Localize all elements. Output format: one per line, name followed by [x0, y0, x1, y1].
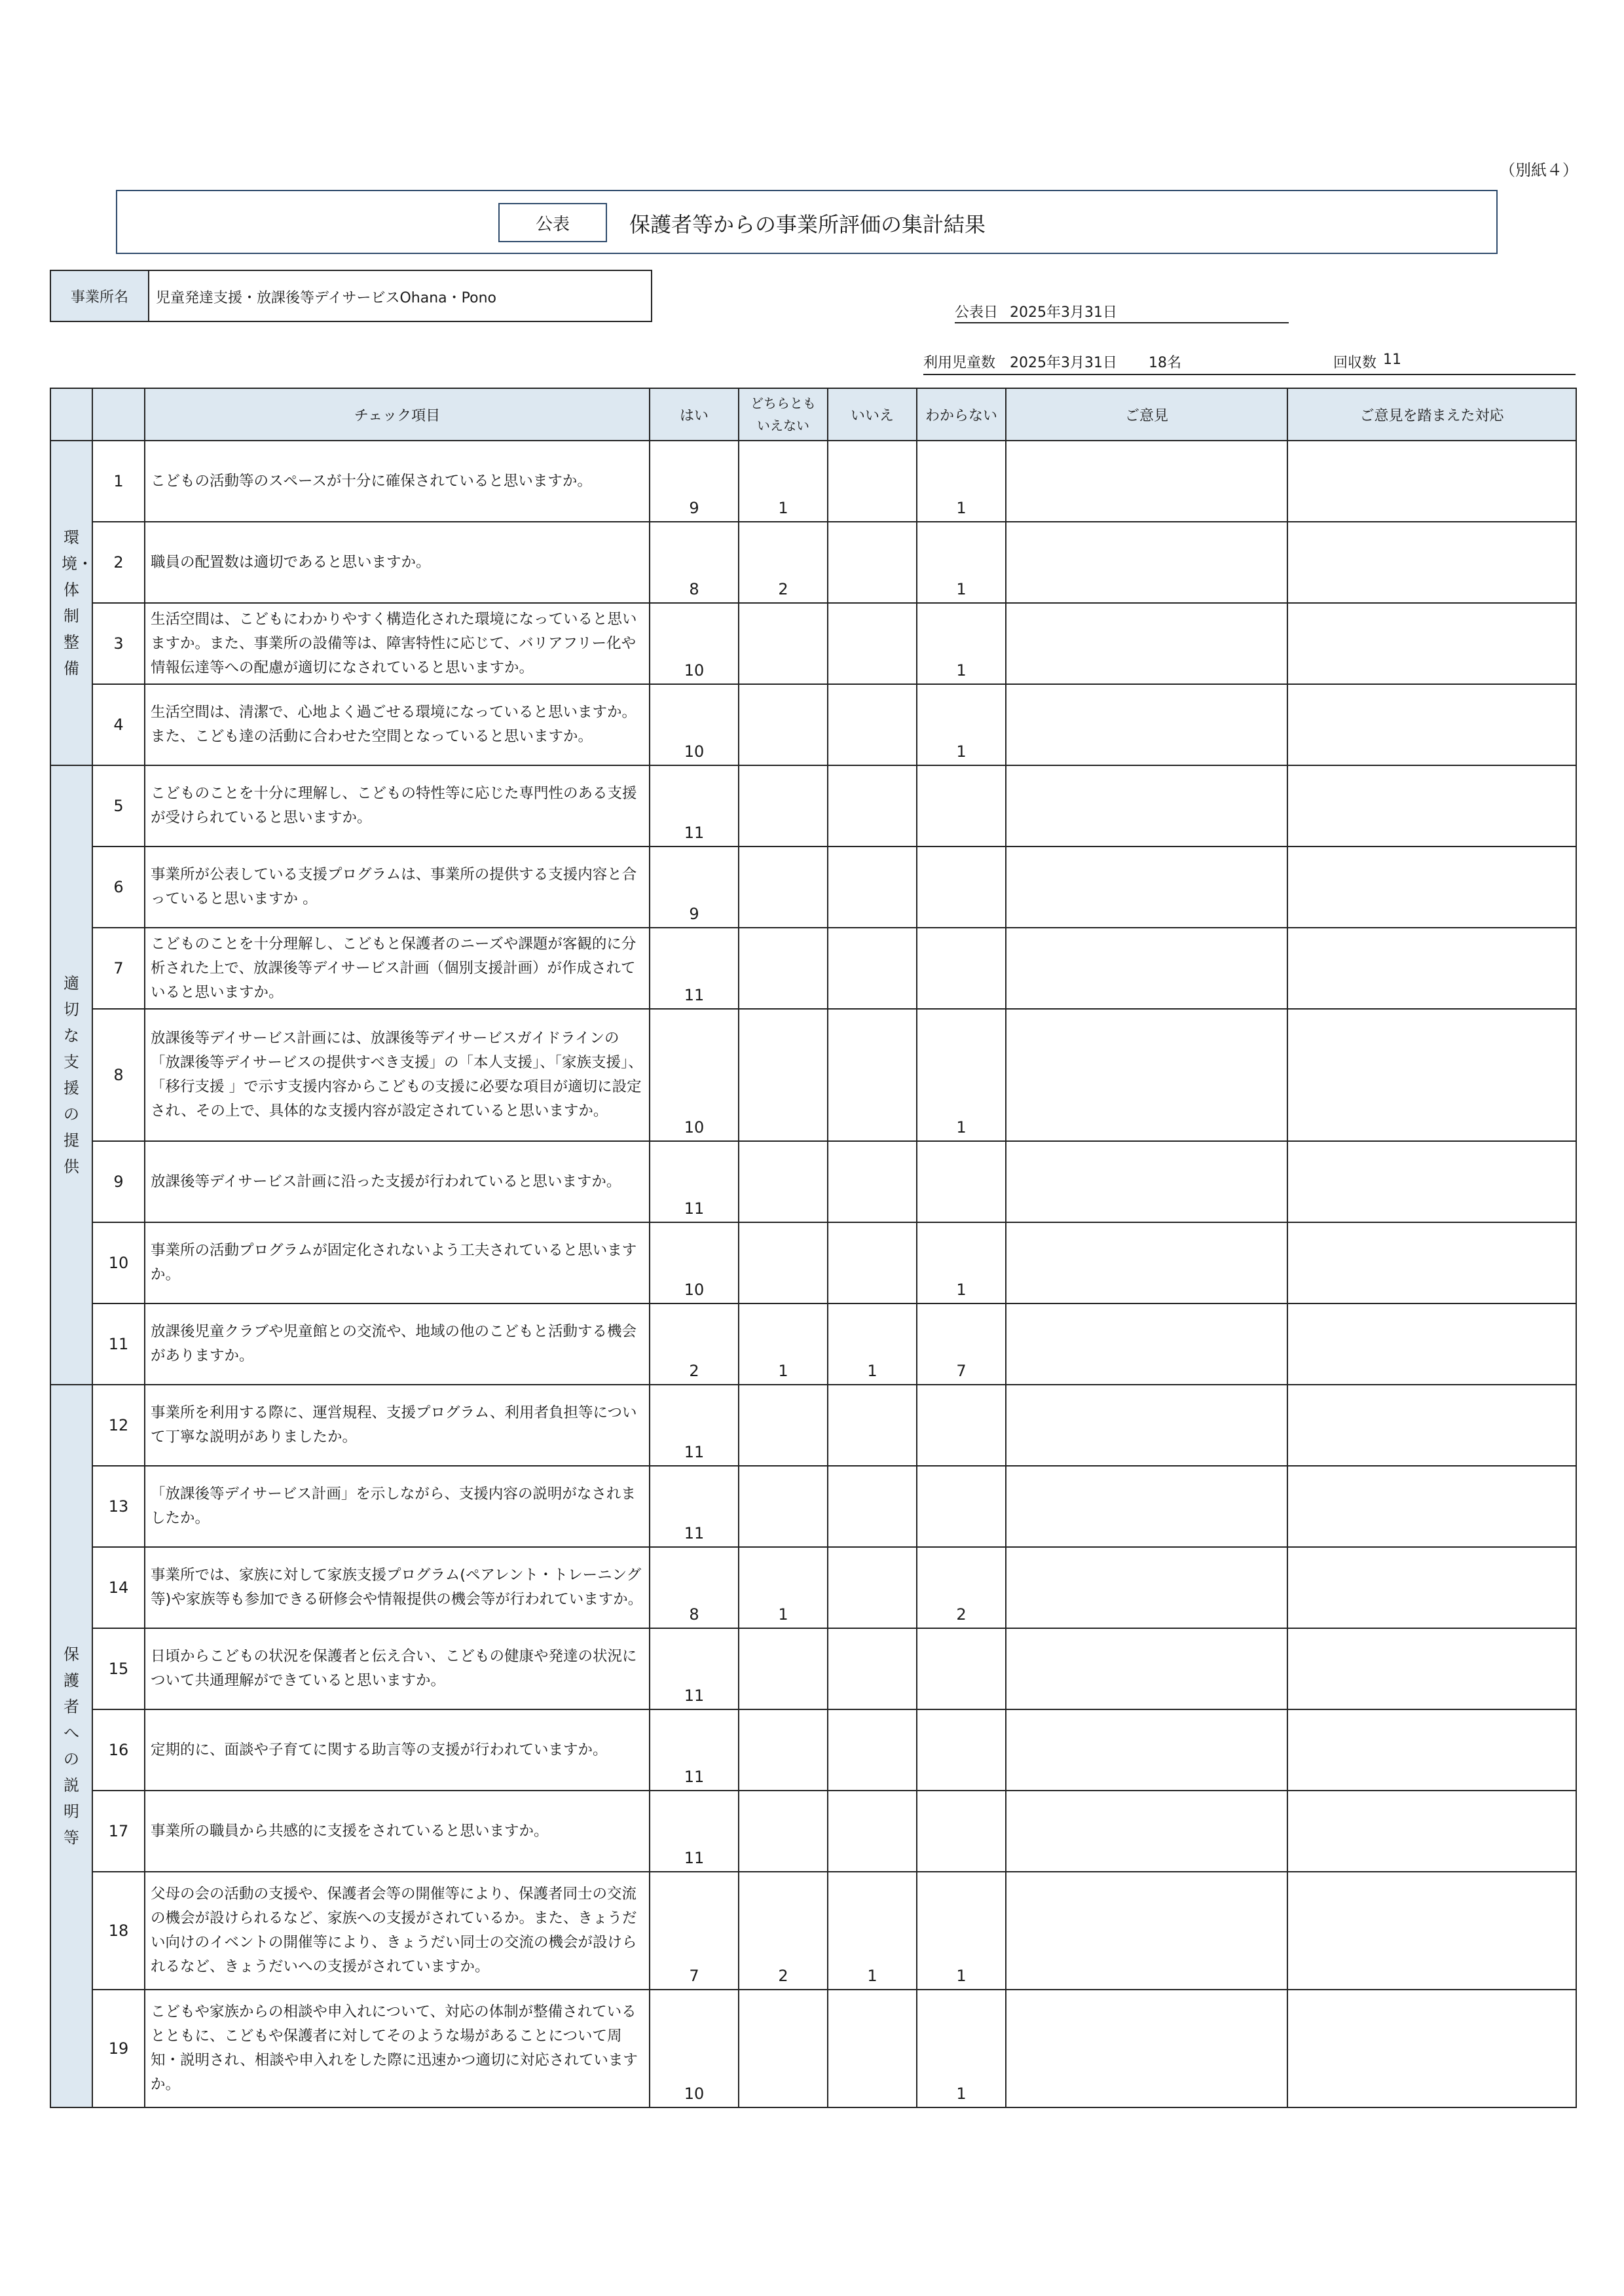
count-no: [828, 1990, 917, 2107]
count-yes: 10: [650, 1990, 739, 2107]
table-body: [50, 441, 1576, 2107]
count-unknown: 1: [917, 603, 1006, 684]
header-number: [92, 388, 145, 441]
count-yes: 7: [650, 1872, 739, 1990]
item-text: 生活空間は、こどもにわかりやすく構造化された環境になっていると思いますか。また、事業所の設備等は、障害特性に応じて、バリアフリー化や情報伝達等への配慮が適切になされていると思いますか。: [145, 603, 650, 684]
count-neither: [739, 1791, 828, 1872]
table-row: [50, 1547, 1576, 1628]
count-no: [828, 1709, 917, 1791]
count-yes: 10: [650, 1222, 739, 1303]
response-cell: [1287, 684, 1576, 765]
count-yes: 11: [650, 1709, 739, 1791]
item-number: 16: [92, 1709, 145, 1791]
opinion-cell: [1006, 1466, 1287, 1547]
count-unknown: 1: [917, 522, 1006, 603]
item-number: 5: [92, 765, 145, 847]
table-row: [50, 1385, 1576, 1466]
count-neither: [739, 1709, 828, 1791]
title-box: [116, 190, 1498, 254]
item-number: 6: [92, 847, 145, 928]
item-text: 事業所では、家族に対して家族支援プログラム(ペアレント・トレーニング等)や家族等も参加できる研修会や情報提供の機会等が行われていますか。: [145, 1547, 650, 1628]
response-cell: [1287, 603, 1576, 684]
count-yes: 10: [650, 684, 739, 765]
count-yes: 11: [650, 1141, 739, 1222]
item-number: 11: [92, 1303, 145, 1385]
count-unknown: 1: [917, 1990, 1006, 2107]
category-label-text: 適切な支援の提供: [64, 974, 79, 1176]
header-yes: はい: [650, 388, 739, 441]
item-text: 日頃からこどもの状況を保護者と伝え合い、こどもの健康や発達の状況について共通理解ができていると思いますか。: [145, 1628, 650, 1709]
count-neither: [739, 928, 828, 1009]
item-text: 放課後児童クラブや児童館との交流や、地域の他のこどもと活動する機会がありますか。: [145, 1303, 650, 1385]
count-no: [828, 765, 917, 847]
publish-label: 公表: [498, 203, 607, 242]
count-yes: 11: [650, 928, 739, 1009]
count-no: [828, 1628, 917, 1709]
table-row: [50, 1628, 1576, 1709]
count-yes: 10: [650, 1009, 739, 1141]
item-text: 定期的に、面談や子育てに関する助言等の支援が行われていますか。: [145, 1709, 650, 1791]
header-no: いいえ: [828, 388, 917, 441]
response-cell: [1287, 1791, 1576, 1872]
count-neither: [739, 684, 828, 765]
count-neither: [739, 1141, 828, 1222]
category-label: [50, 441, 92, 765]
count-unknown: [917, 847, 1006, 928]
item-number: 17: [92, 1791, 145, 1872]
category-label-text: 環境・体制整備: [62, 528, 93, 678]
count-no: [828, 522, 917, 603]
response-cell: [1287, 1009, 1576, 1141]
count-no: [828, 1222, 917, 1303]
count-neither: 1: [739, 441, 828, 522]
category-label: [50, 1385, 92, 2107]
item-number: 7: [92, 928, 145, 1009]
category-label-text: 保護者への説明等: [64, 1645, 79, 1847]
response-cell: [1287, 1547, 1576, 1628]
table-row: [50, 1791, 1576, 1872]
count-unknown: [917, 1709, 1006, 1791]
response-cell: [1287, 1628, 1576, 1709]
count-neither: [739, 765, 828, 847]
opinion-cell: [1006, 522, 1287, 603]
count-neither: [739, 1222, 828, 1303]
count-unknown: 2: [917, 1547, 1006, 1628]
response-cell: [1287, 1141, 1576, 1222]
count-unknown: 1: [917, 1872, 1006, 1990]
opinion-cell: [1006, 1990, 1287, 2107]
count-neither: [739, 603, 828, 684]
response-cell: [1287, 522, 1576, 603]
header-response: ご意見を踏まえた対応: [1287, 388, 1576, 441]
item-number: 12: [92, 1385, 145, 1466]
response-cell: [1287, 1709, 1576, 1791]
count-neither: 1: [739, 1303, 828, 1385]
count-no: [828, 928, 917, 1009]
header-category: [50, 388, 92, 441]
count-unknown: [917, 1466, 1006, 1547]
item-number: 9: [92, 1141, 145, 1222]
item-number: 1: [92, 441, 145, 522]
table-row: [50, 847, 1576, 928]
count-unknown: [917, 928, 1006, 1009]
item-text: 放課後等デイサービス計画に沿った支援が行われていると思いますか。: [145, 1141, 650, 1222]
count-unknown: [917, 765, 1006, 847]
count-yes: 11: [650, 1466, 739, 1547]
item-text: 事業所の職員から共感的に支援をされていると思いますか。: [145, 1791, 650, 1872]
response-cell: [1287, 765, 1576, 847]
table-row: [50, 928, 1576, 1009]
users-row: [923, 350, 1576, 375]
item-text: 放課後等デイサービス計画には、放課後等デイサービスガイドラインの「放課後等デイサービスの提供すべき支援」の「本人支援」、「家族支援」、「移行支援 」で示す支援内容からこどもの支援に必要な項目が適切に設定され、その上で、具体的な支援内容が設定されていると思いますか。: [145, 1009, 650, 1141]
item-number: 18: [92, 1872, 145, 1990]
responses-label: 回収数: [1333, 355, 1377, 371]
count-neither: [739, 1990, 828, 2107]
page-title: 保護者等からの事業所評価の集計結果: [629, 212, 986, 237]
count-no: [828, 1791, 917, 1872]
opinion-cell: [1006, 928, 1287, 1009]
count-no: [828, 1141, 917, 1222]
count-yes: 11: [650, 1628, 739, 1709]
response-cell: [1287, 1872, 1576, 1990]
count-neither: [739, 1628, 828, 1709]
header-unknown: わからない: [917, 388, 1006, 441]
item-text: 「放課後等デイサービス計画」を示しながら、支援内容の説明がなされましたか。: [145, 1466, 650, 1547]
opinion-cell: [1006, 441, 1287, 522]
table-row: [50, 765, 1576, 847]
item-text: 生活空間は、清潔で、心地よく過ごせる環境になっていると思いますか。また、こども達の活動に合わせた空間となっていると思いますか。: [145, 684, 650, 765]
response-cell: [1287, 1990, 1576, 2107]
item-number: 2: [92, 522, 145, 603]
response-cell: [1287, 1222, 1576, 1303]
response-cell: [1287, 1303, 1576, 1385]
table-row: [50, 1990, 1576, 2107]
users-date: 2025年3月31日: [1010, 355, 1117, 371]
opinion-cell: [1006, 1009, 1287, 1141]
table-row: [50, 1303, 1576, 1385]
table-row: [50, 1709, 1576, 1791]
response-cell: [1287, 847, 1576, 928]
opinion-cell: [1006, 1141, 1287, 1222]
count-no: [828, 1009, 917, 1141]
count-yes: 8: [650, 522, 739, 603]
opinion-cell: [1006, 847, 1287, 928]
response-cell: [1287, 1466, 1576, 1547]
item-text: 事業所の活動プログラムが固定化されないよう工夫されていると思いますか。: [145, 1222, 650, 1303]
table-row: [50, 603, 1576, 684]
count-neither: 2: [739, 1872, 828, 1990]
item-number: 10: [92, 1222, 145, 1303]
item-number: 4: [92, 684, 145, 765]
publication-date: 2025年3月31日: [1010, 304, 1117, 321]
table-row: [50, 441, 1576, 522]
count-unknown: 1: [917, 684, 1006, 765]
opinion-cell: [1006, 1872, 1287, 1990]
count-neither: 1: [739, 1547, 828, 1628]
item-text: 父母の会の活動の支援や、保護者会等の開催等により、保護者同士の交流の機会が設けられるなど、家族への支援がされているか。また、きょうだい向けのイベントの開催等により、きょうだい同士の交流の機会が設けられるなど、きょうだいへの支援がされていますか。: [145, 1872, 650, 1990]
publication-date-row: [955, 300, 1289, 323]
table-row: [50, 522, 1576, 603]
item-text: こどものことを十分理解し、こどもと保護者のニーズや課題が客観的に分析された上で、放課後等デイサービス計画（個別支援計画）が作成されていると思いますか。: [145, 928, 650, 1009]
item-text: 職員の配置数は適切であると思いますか。: [145, 522, 650, 603]
count-neither: [739, 1385, 828, 1466]
count-no: 1: [828, 1872, 917, 1990]
opinion-cell: [1006, 765, 1287, 847]
count-yes: 11: [650, 1791, 739, 1872]
table-row: [50, 684, 1576, 765]
table-row: [50, 1872, 1576, 1990]
count-unknown: [917, 1141, 1006, 1222]
responses-count: 11: [1383, 352, 1401, 368]
count-no: [828, 847, 917, 928]
count-no: [828, 603, 917, 684]
count-unknown: 7: [917, 1303, 1006, 1385]
table-row: [50, 1222, 1576, 1303]
table-row: [50, 1141, 1576, 1222]
evaluation-table: [50, 388, 1577, 2108]
count-unknown: [917, 1385, 1006, 1466]
item-text: 事業所が公表している支援プログラムは、事業所の提供する支援内容と合っていると思いますか 。: [145, 847, 650, 928]
opinion-cell: [1006, 1709, 1287, 1791]
count-no: [828, 1547, 917, 1628]
response-cell: [1287, 928, 1576, 1009]
count-unknown: [917, 1628, 1006, 1709]
users-count: 18名: [1149, 355, 1181, 371]
count-unknown: 1: [917, 1009, 1006, 1141]
header-opinion: ご意見: [1006, 388, 1287, 441]
count-yes: 11: [650, 765, 739, 847]
response-cell: [1287, 1385, 1576, 1466]
item-text: こどもの活動等のスペースが十分に確保されていると思いますか。: [145, 441, 650, 522]
office-name: 児童発達支援・放課後等デイサービスOhana・Pono: [156, 290, 496, 306]
count-unknown: 1: [917, 441, 1006, 522]
item-text: 事業所を利用する際に、運営規程、支援プログラム、利用者負担等について丁寧な説明がありましたか。: [145, 1385, 650, 1466]
opinion-cell: [1006, 1628, 1287, 1709]
opinion-cell: [1006, 1791, 1287, 1872]
count-no: [828, 1385, 917, 1466]
count-neither: 2: [739, 522, 828, 603]
item-number: 14: [92, 1547, 145, 1628]
opinion-cell: [1006, 1303, 1287, 1385]
count-yes: 10: [650, 603, 739, 684]
item-text: こどもや家族からの相談や申入れについて、対応の体制が整備されているとともに、こどもや保護者に対してそのような場があることについて周知・説明され、相談や申入れをした際に迅速かつ適切に対応されていますか。: [145, 1990, 650, 2107]
opinion-cell: [1006, 603, 1287, 684]
count-yes: 9: [650, 847, 739, 928]
count-yes: 11: [650, 1385, 739, 1466]
count-no: [828, 1466, 917, 1547]
count-neither: [739, 1009, 828, 1141]
count-unknown: [917, 1791, 1006, 1872]
table-header-row: [50, 388, 1576, 441]
count-no: [828, 684, 917, 765]
count-yes: 2: [650, 1303, 739, 1385]
table-row: [50, 1009, 1576, 1141]
item-number: 8: [92, 1009, 145, 1141]
count-yes: 8: [650, 1547, 739, 1628]
header-neither: どちらとも いえない: [739, 388, 828, 441]
publication-date-label: 公表日: [955, 304, 999, 321]
category-label: [50, 765, 92, 1385]
item-number: 19: [92, 1990, 145, 2107]
table-row: [50, 1466, 1576, 1547]
count-yes: 9: [650, 441, 739, 522]
count-unknown: 1: [917, 1222, 1006, 1303]
office-info: [50, 270, 652, 322]
count-neither: [739, 847, 828, 928]
item-text: こどものことを十分に理解し、こどもの特性等に応じた専門性のある支援が受けられていると思いますか。: [145, 765, 650, 847]
users-label: 利用児童数: [923, 355, 996, 371]
office-label: 事業所名: [51, 271, 149, 321]
item-number: 15: [92, 1628, 145, 1709]
opinion-cell: [1006, 1222, 1287, 1303]
item-number: 3: [92, 603, 145, 684]
opinion-cell: [1006, 684, 1287, 765]
header-item: チェック項目: [145, 388, 650, 441]
item-number: 13: [92, 1466, 145, 1547]
opinion-cell: [1006, 1385, 1287, 1466]
annex-label: （別紙４）: [1500, 161, 1578, 179]
count-no: 1: [828, 1303, 917, 1385]
count-neither: [739, 1466, 828, 1547]
count-no: [828, 441, 917, 522]
response-cell: [1287, 441, 1576, 522]
opinion-cell: [1006, 1547, 1287, 1628]
